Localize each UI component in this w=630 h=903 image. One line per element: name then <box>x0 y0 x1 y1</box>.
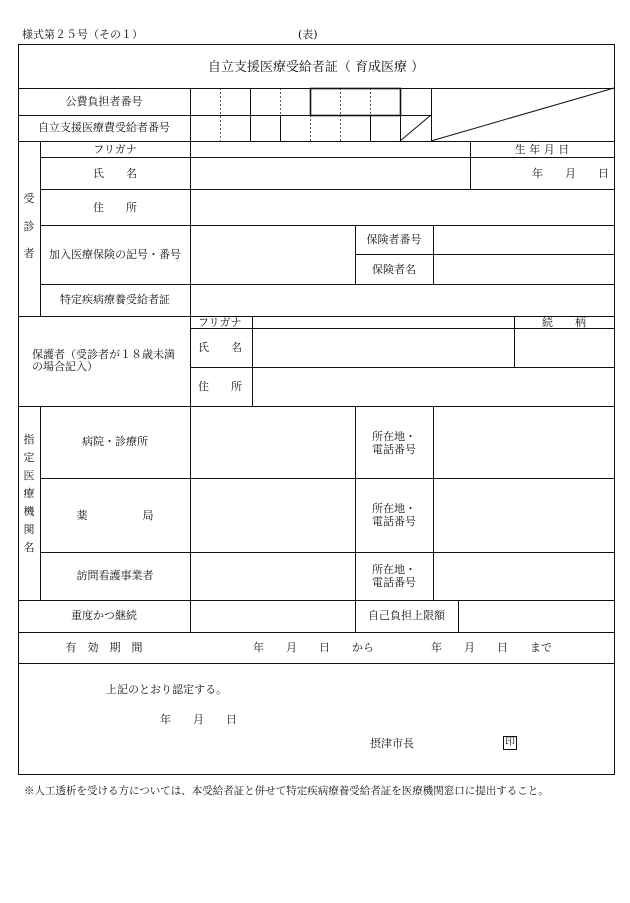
patient-address-label: 住 所 <box>93 201 137 214</box>
institutions-group-char: 名 <box>23 541 35 554</box>
birth-date-value: 年 月 日 <box>532 167 609 180</box>
certification-statement: 上記のとおり認定する。 <box>106 683 227 696</box>
hospital-location-line1: 所在地・ <box>372 430 416 443</box>
insurer-name-label: 保険者名 <box>372 263 416 276</box>
insurer-number-label: 保険者番号 <box>366 233 422 246</box>
patient-furigana-label: フリガナ <box>93 143 137 156</box>
footnote: ※人工透析を受ける方については、本受給者証と併せて特定疾病療養受給者証を医療機関窓口に提出すること。 <box>24 785 549 797</box>
issuer-name: 摂津市長 <box>370 737 414 750</box>
institutions-group-char: 機 <box>23 505 35 518</box>
pharmacy-label: 薬 局 <box>76 509 154 522</box>
institutions-group-char: 定 <box>23 451 35 464</box>
patient-name-label: 氏 名 <box>93 167 137 180</box>
recipient-number-label: 自立支援医療費受給者番号 <box>38 121 170 134</box>
institutions-group-label <box>22 434 36 553</box>
form-number: 様式第２５号（その１） <box>22 28 143 41</box>
patient-group-label <box>22 190 36 263</box>
patient-group-char: 受 <box>23 192 35 205</box>
public-payer-number-label: 公費負担者番号 <box>65 95 143 108</box>
seal-mark: 印 <box>505 737 515 748</box>
hospital-label: 病院・診療所 <box>82 435 148 448</box>
pharmacy-location-line1: 所在地・ <box>372 502 416 515</box>
patient-group-char: 診 <box>23 219 35 233</box>
validity-to: 年 月 日 まで <box>431 641 552 654</box>
nursing-location-line2: 電話番号 <box>372 576 416 589</box>
guardian-label-line1: 保護者（受診者が１８歳未満 <box>32 348 175 361</box>
institutions-group-char: 医 <box>23 469 35 482</box>
nursing-location-line1: 所在地・ <box>372 563 416 576</box>
pharmacy-location-line2: 電話番号 <box>372 515 416 528</box>
guardian-name-label: 氏 名 <box>198 341 242 354</box>
certification-date: 年 月 日 <box>160 713 237 726</box>
specific-disease-label: 特定疾病療養受給者証 <box>60 293 170 306</box>
guardian-address-label: 住 所 <box>198 380 242 393</box>
patient-group-char: 者 <box>23 247 35 261</box>
side-indicator: (表) <box>298 28 318 41</box>
institutions-group-char: 療 <box>23 487 35 500</box>
birth-date-label: 生 年 月 日 <box>514 143 570 156</box>
validity-from: 年 月 日 から <box>253 641 374 654</box>
hospital-location-line2: 電話番号 <box>372 443 416 456</box>
institutions-group-char: 指 <box>23 433 35 446</box>
form-title: 自立支援医療受給者証（ 育成医療 ） <box>207 60 425 75</box>
guardian-relation-label: 続 柄 <box>542 316 586 329</box>
insurance-symbol-label: 加入医療保険の記号・番号 <box>49 248 181 261</box>
validity-label: 有 効 期 間 <box>65 641 143 654</box>
nursing-label: 訪問看護事業者 <box>76 569 154 582</box>
guardian-label-line2: の場合記入） <box>32 360 98 373</box>
institutions-group-char: 関 <box>23 523 35 536</box>
copay-limit-label: 自己負担上限額 <box>368 609 445 622</box>
severe-continuous-label: 重度かつ継続 <box>71 609 137 622</box>
guardian-furigana-label: フリガナ <box>198 316 242 329</box>
